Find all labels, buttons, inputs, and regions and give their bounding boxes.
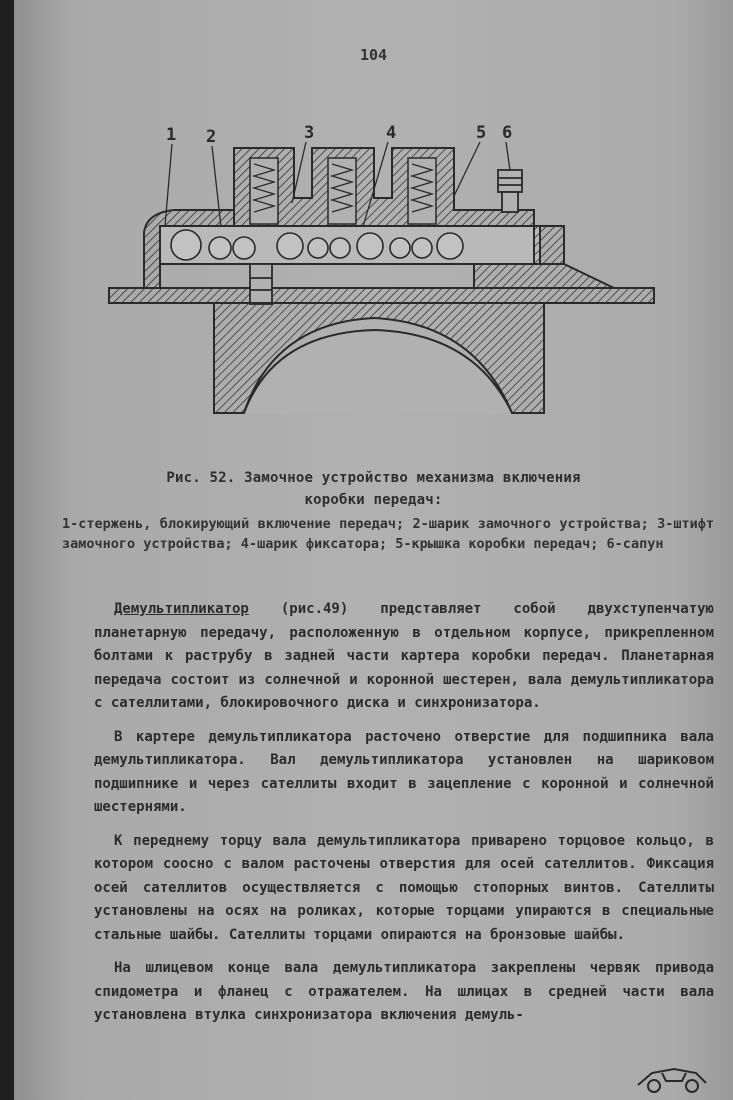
ramp	[474, 264, 614, 288]
body-text	[94, 598, 714, 1038]
callout-1: 1	[166, 125, 177, 145]
term-demultiplier: Демультипликатор	[114, 601, 249, 617]
callout-4: 4	[386, 123, 397, 143]
callout-2: 2	[206, 127, 217, 147]
gearbox-lock-drawing	[94, 118, 674, 428]
paragraph-1-text: (рис.49) представляет собой двухступенчатую планетарную передачу, расположенную в отдельном корпусе, прикрепленном болтами к раструбу в задней части картера коробки передач. Планетарная передача состоит из солнечной и коронной шестерен, вала демультипликатора с сателлитами, блокировочного диска и синхронизатора.	[94, 601, 714, 711]
corner-stamp-icon	[632, 1055, 712, 1095]
rod-end	[534, 226, 564, 264]
callout-3: 3	[304, 123, 315, 143]
document-page	[14, 0, 733, 1100]
callout-6: 6	[502, 123, 513, 143]
breather	[498, 170, 522, 212]
figure-caption-title: Рис. 52. Замочное устройство механизма включения	[166, 470, 581, 486]
paragraph-4: На шлицевом конце вала демультипликатора закреплены червяк привода спидометра и фланец с отражателем. На шлицах в средней части вала установлена втулка синхронизатора включения демуль-	[94, 960, 714, 1023]
bolt	[250, 264, 272, 304]
paragraph-2: В картере демультипликатора расточено отверстие для подшипника вала демультипликатора. Вал демультипликатора установлен на шариковом подшипнике и через сателлиты входит в зацепление с коронной и солнечной шестернями.	[94, 728, 714, 815]
figure-legend: 1-стержень, блокирующий включение передач; 2-шарик замочного устройства; 3-штифт замочного устройства; 4-шарик фиксатора; 5-крышка коробки передач; 6-сапун	[62, 516, 714, 552]
figure-lock-device	[94, 118, 674, 428]
callout-5: 5	[476, 123, 487, 143]
figure-caption-subtitle: коробки передач:	[304, 492, 443, 508]
paragraph-1	[94, 598, 714, 716]
page-number: 104	[359, 46, 388, 64]
base-flange	[109, 288, 654, 303]
cover-housing	[234, 148, 534, 226]
paragraph-3: К переднему торцу вала демультипликатора приварено торцовое кольцо, в котором соосно с валом расточены отверстия для осей сателлитов. Фиксация осей сателлитов осуществляется с помощью стопорных винтов. Сателлиты установлены на осях на роликах, которые торцами упираются в специальные стальные шайбы. Сателлиты торцами опираются на бронзовые шайбы.	[94, 832, 714, 943]
